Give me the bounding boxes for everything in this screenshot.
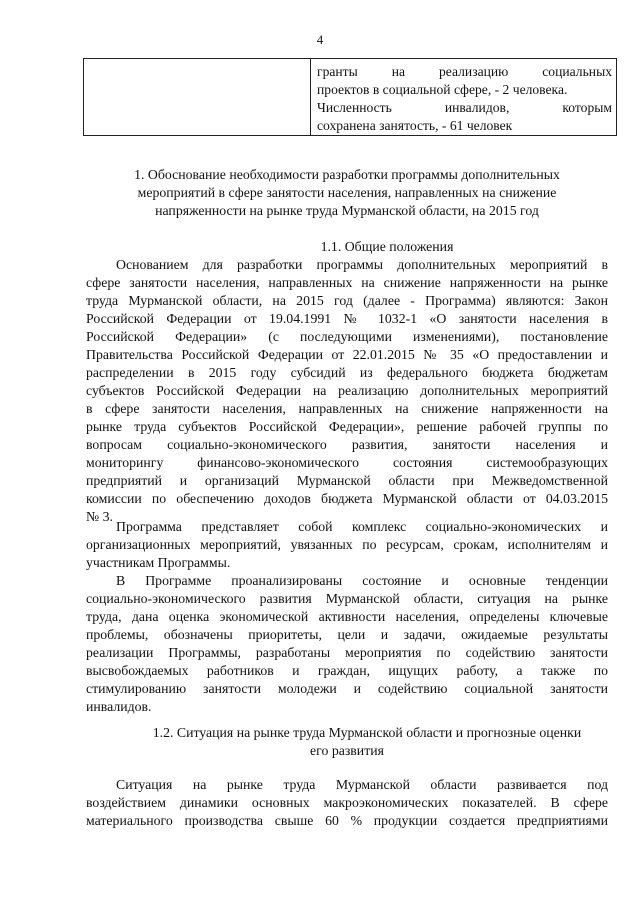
subsection-1-1-heading <box>86 238 608 256</box>
text-line: Ситуация на рынке труда Мурманской области развивается под <box>116 777 608 792</box>
heading-line: напряженности на рынке труда Мурманской области, на 2015 год <box>155 203 539 218</box>
text-line: комиссии по обеспечению доходов бюджета Мурманской области от 04.03.2015 <box>86 491 608 506</box>
paragraph-3 <box>86 572 608 716</box>
text-line: реализации Программы, разработаны мероприятия по содействию занятости <box>86 645 608 660</box>
text-line: В Программе проанализированы состояние и основные тенденции <box>116 573 608 588</box>
text-line: высвобождаемых работников и граждан, ищущих работу, а также по <box>86 663 608 678</box>
text-line: Российской Федерации» (с последующими изменениями), постановление <box>86 329 608 344</box>
text-line: сфере занятости населения, направленных на снижение напряженности на рынке <box>86 275 608 290</box>
text-line: в сфере занятости населения, направленных на снижение напряженности на <box>86 401 608 416</box>
table-empty-cell <box>84 59 311 136</box>
table-line: проектов в социальной сфере, - 2 человека. <box>317 82 568 97</box>
paragraph-1 <box>86 256 608 526</box>
text-line: распределении в 2015 году субсидий из федерального бюджета бюджетам <box>86 365 608 380</box>
text-line: труда, дана оценка экономической активности населения, определены ключевые <box>86 609 608 624</box>
text-line: предприятий и организаций Мурманской области при Межведомственной <box>86 473 608 488</box>
table-line: гранты на реализацию социальных <box>317 64 612 79</box>
subsection-title: 1.1. Общие положения <box>320 239 454 254</box>
text-line: Правительства Российской Федерации от 22.01.2015 № 35 «О предоставлении и <box>86 347 608 362</box>
heading-line: мероприятий в сфере занятости населения, направленных на снижение <box>137 185 557 200</box>
text-line: рынке труда субъектов Российской Федерации», решение рабочей группы по <box>86 419 608 434</box>
text-line: Программа представляет собой комплекс социально-экономических и <box>116 519 608 534</box>
paragraph-2 <box>86 518 608 572</box>
text-line: организационных мероприятий, увязанных по ресурсам, срокам, исполнителям и <box>86 537 608 552</box>
text-line: мониторингу финансово-экономического состояния системообразующих <box>86 455 608 470</box>
text-line: вопросам социально-экономического развития, занятости населения и <box>86 437 608 452</box>
section1-heading <box>86 166 608 220</box>
text-line: материального производства свыше 60 % продукции создается предприятиями <box>86 813 608 828</box>
table-line: сохранена занятость, - 61 человек <box>317 118 513 133</box>
text-line: Основанием для разработки программы дополнительных мероприятий в <box>116 257 608 272</box>
continuation-table <box>83 58 617 136</box>
paragraph-4 <box>86 776 608 830</box>
heading-line: его развития <box>310 743 384 758</box>
subsection-1-2-heading <box>86 724 608 760</box>
text-line: № 3. <box>86 509 113 524</box>
text-line: социально-экономического развития Мурманской области, ситуация на рынке <box>86 591 608 606</box>
text-line: стимулированию занятости молодежи и содействию социальной занятости <box>86 681 608 696</box>
page-number: 4 <box>316 32 324 47</box>
text-line: труда Мурманской области, на 2015 год (далее - Программа) являются: Закон <box>86 293 608 308</box>
text-line: проблемы, обозначены приоритеты, цели и задачи, ожидаемые результаты <box>86 627 608 642</box>
text-line: Российской Федерации от 19.04.1991 № 1032-1 «О занятости населения в <box>86 311 608 326</box>
text-line: субъектов Российской Федерации на реализацию дополнительных мероприятий <box>86 383 608 398</box>
table-line: Численность инвалидов, которым <box>317 100 612 115</box>
text-line: воздействием динамики основных макроэкономических показателей. В сфере <box>86 795 608 810</box>
heading-line: 1. Обоснование необходимости разработки программы дополнительных <box>134 167 560 182</box>
heading-line: 1.2. Ситуация на рынке труда Мурманской области и прогнозные оценки <box>152 725 582 740</box>
text-line: участникам Программы. <box>86 555 231 570</box>
table-text-cell <box>311 59 617 136</box>
text-line: инвалидов. <box>86 699 152 714</box>
